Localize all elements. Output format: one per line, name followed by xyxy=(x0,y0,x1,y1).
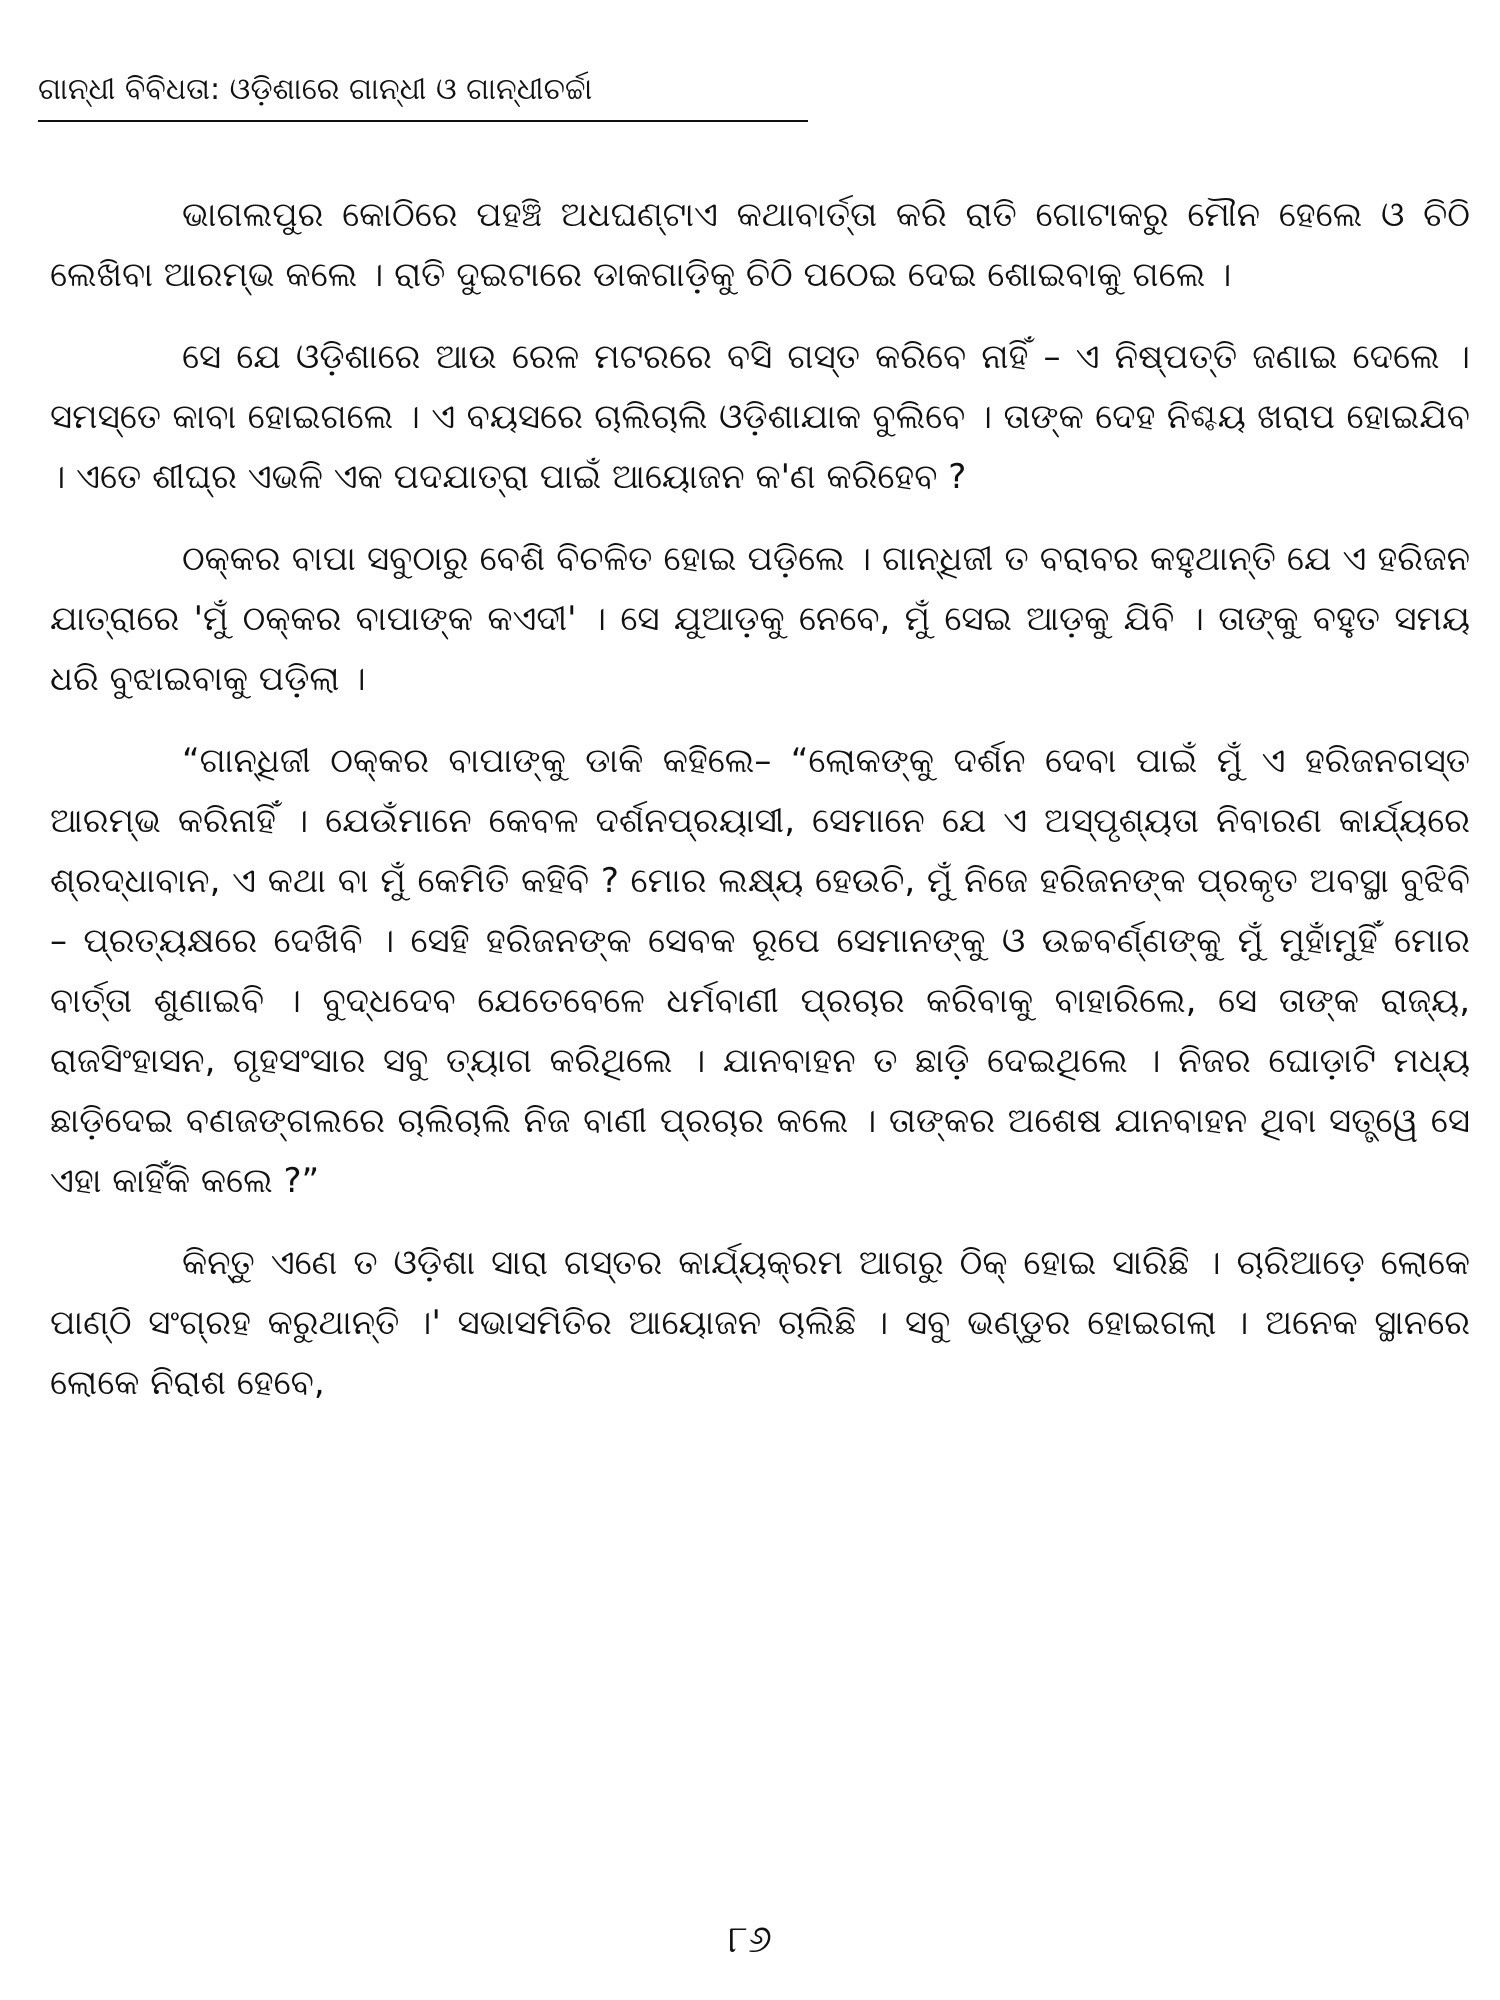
page-number: ୮୬ xyxy=(728,1917,772,1961)
paragraph-1: ଭାଗଲପୁର କୋଠିରେ ପହଞ୍ଚି ଅଧଘଣ୍ଟାଏ କଥାବାର୍ତ୍ତା କରି ରାତି ଗୋଟାକରୁ ମୌନ ହେଲେ ଓ ଚିଠି ଲେଖିବା ଆରମ୍ଭ କଲେ । ରାତି ଦୁଇଟାରେ ଡାକଗାଡ଼ିକୁ ଚିଠି ପଠେଇ ଦେଇ ଶୋଇବାକୁ ଗଲେ । xyxy=(50,195,1470,295)
paragraph-2: ସେ ଯେ ଓଡ଼ିଶାରେ ଆଉ ରେଳ ମଟରରେ ବସି ଗସ୍ତ କରିବେ ନାହିଁ – ଏ ନିଷ୍ପତ୍ତି ଜଣାଇ ଦେଲେ । ସମସ୍ତେ କାବା ହୋଇଗଲେ । ଏ ବୟସରେ ଚାଲିଚାଲି ଓଡ଼ିଶାଯାକ ବୁଲିବେ । ତାଙ୍କ ଦେହ ନିଶ୍ଚୟ ଖରାପ ହୋଇଯିବ । ଏତେ ଶୀଘ୍ର ଏଭଳି ଏକ ପଦଯାତ୍ରା ପାଇଁ ଆୟୋଜନ କ'ଣ କରିହେବ ? xyxy=(50,337,1470,497)
paragraph-5: କିନ୍ତୁ ଏଣେ ତ ଓଡ଼ିଶା ସାରା ଗସ୍ତର କାର୍ଯ୍ୟକ୍ରମ ଆଗରୁ ଠିକ୍ ହୋଇ ସାରିଛି । ଚାରିଆଡ଼େ ଲୋକେ ପାଣ୍ଠି ସଂଗ୍ରହ କରୁଥାନ୍ତି ।' ସଭାସମିତିର ଆୟୋଜନ ଚାଲିଛି । ସବୁ ଭଣ୍ଡୁର ହୋଇଗଲା । ଅନେକ ସ୍ଥାନରେ ଲୋକେ ନିରାଶ ହେବେ, xyxy=(50,1243,1470,1403)
body-text xyxy=(50,185,1470,1435)
paragraph-4: “ଗାନ୍ଧିଜୀ ଠକ୍କର ବାପାଙ୍କୁ ଡାକି କହିଲେ– “ଲୋକଙ୍କୁ ଦର୍ଶନ ଦେବା ପାଇଁ ମୁଁ ଏ ହରିଜନଗସ୍ତ ଆରମ୍ଭ କରିନାହିଁ । ଯେଉଁମାନେ କେବଳ ଦର୍ଶନପ୍ରୟାସୀ, ସେମାନେ ଯେ ଏ ଅସ୍ପୃଶ୍ୟତା ନିବାରଣ କାର୍ଯ୍ୟରେ ଶ୍ରଦ୍ଧାବାନ, ଏ କଥା ବା ମୁଁ କେମିତି କହିବି ? ମୋର ଲକ୍ଷ୍ୟ ହେଉଚି, ମୁଁ ନିଜେ ହରିଜନଙ୍କ ପ୍ରକୃତ ଅବସ୍ଥା ବୁଝିବି – ପ୍ରତ୍ୟକ୍ଷରେ ଦେଖିବି । ସେହି ହରିଜନଙ୍କ ସେବକ ରୂପେ ସେମାନଙ୍କୁ ଓ ଉଚ୍ଚବର୍ଣ୍ଣଙ୍କୁ ମୁଁ ମୁହାଁମୁହିଁ ମୋର ବାର୍ତ୍ତା ଶୁଣାଇବି । ବୁଦ୍ଧଦେବ ଯେତେବେଳେ ଧର୍ମବାଣୀ ପ୍ରଚାର କରିବାକୁ ବାହାରିଲେ, ସେ ତାଙ୍କ ରାଜ୍ୟ, ରାଜସିଂହାସନ, ଗୃହସଂସାର ସବୁ ତ୍ୟାଗ କରିଥିଲେ । ଯାନବାହନ ତ ଛାଡ଼ି ଦେଇଥିଲେ । ନିଜର ଘୋଡ଼ାଟି ମଧ୍ୟ ଛାଡ଼ିଦେଇ ବଣଜଙ୍ଗଲରେ ଚାଲିଚାଲି ନିଜ ବାଣୀ ପ୍ରଚାର କଲେ । ତାଙ୍କର ଅଶେଷ ଯାନବାହନ ଥିବା ସତ୍ତ୍ୱେ ସେ ଏହା କାହିଁକି କଲେ ?” xyxy=(50,741,1470,1201)
running-header: ଗାନ୍ଧୀ ବିବିଧତା: ଓଡ଼ିଶାରେ ଗାନ୍ଧୀ ଓ ଗାନ୍ଧୀଚର୍ଚ୍ଚା xyxy=(38,70,808,122)
paragraph-3: ଠକ୍କର ବାପା ସବୁଠାରୁ ବେଶି ବିଚଳିତ ହୋଇ ପଡ଼ିଲେ । ଗାନ୍ଧିଜୀ ତ ବରାବର କହୁଥାନ୍ତି ଯେ ଏ ହରିଜନ ଯାତ୍ରାରେ 'ମୁଁ ଠକ୍କର ବାପାଙ୍କ କଏଦୀ' । ସେ ଯୁଆଡ଼କୁ ନେବେ, ମୁଁ ସେଇ ଆଡ଼କୁ ଯିବି । ତାଙ୍କୁ ବହୁତ ସମୟ ଧରି ବୁଝାଇବାକୁ ପଡ଼ିଲା । xyxy=(50,539,1470,699)
